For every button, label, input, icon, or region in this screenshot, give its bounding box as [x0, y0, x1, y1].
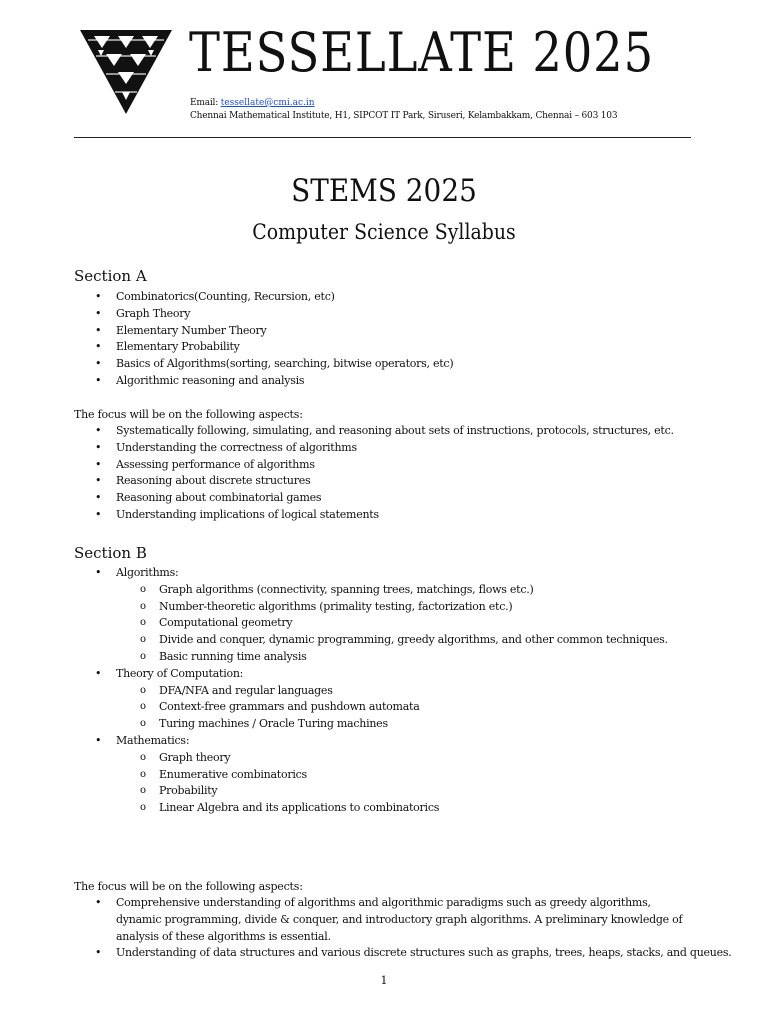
bullet-icon: •: [95, 666, 102, 680]
sublist-item: o Basic running time analysis: [0, 649, 768, 666]
list-item: • Algorithmic reasoning and analysis: [0, 373, 768, 390]
bullet-icon: •: [95, 566, 102, 579]
circle-bullet-icon: o: [140, 701, 146, 713]
section-b-focus-list: [0, 895, 768, 962]
contact-block: [190, 97, 617, 123]
bullet-icon: •: [95, 733, 102, 747]
list-item: • Reasoning about discrete structures: [0, 473, 768, 490]
list-item: • Combinatorics(Counting, Recursion, etc): [0, 289, 768, 306]
document-title: STEMS 2025: [291, 173, 477, 209]
bullet-icon: •: [95, 457, 102, 471]
section-a-focus-list: [0, 423, 768, 524]
bullet-icon: •: [95, 340, 102, 354]
sublist-item: o Probability: [0, 783, 768, 800]
tessellate-logo: [80, 30, 172, 114]
circle-bullet-icon: o: [140, 718, 146, 730]
circle-bullet-icon: o: [140, 684, 146, 696]
section-a-focus-intro: The focus will be on the following aspects:: [74, 408, 303, 421]
brand-title: TESSELLATE 2025: [189, 21, 654, 84]
bullet-icon: •: [95, 440, 102, 454]
sublist-item: o Turing machines / Oracle Turing machines: [0, 716, 768, 733]
section-b-topics: [0, 565, 768, 817]
list-item: • Understanding the correctness of algorithms: [0, 440, 768, 457]
page-number: 1: [380, 974, 388, 987]
circle-bullet-icon: o: [140, 583, 146, 595]
bullet-icon: •: [95, 424, 102, 437]
document-subtitle: Computer Science Syllabus: [252, 220, 516, 244]
circle-bullet-icon: o: [140, 785, 146, 797]
list-item: • Understanding implications of logical statements: [0, 507, 768, 524]
list-item: • Elementary Probability: [0, 339, 768, 356]
circle-bullet-icon: o: [140, 634, 146, 646]
list-item: • Reasoning about combinatorial games: [0, 490, 768, 507]
section-a-topics: [0, 289, 768, 390]
circle-bullet-icon: o: [140, 650, 146, 662]
sublist-item: o Divide and conquer, dynamic programming, greedy algorithms, and other common techniques.: [0, 632, 768, 649]
sublist-item: o Graph theory: [0, 750, 768, 767]
bullet-icon: •: [95, 896, 102, 909]
email-label: Email:: [190, 98, 221, 108]
sublist-item: o Enumerative combinatorics: [0, 767, 768, 784]
bullet-icon: •: [95, 474, 102, 488]
bullet-icon: •: [95, 373, 102, 387]
mathematics-sublist: [0, 750, 768, 817]
bullet-icon: •: [95, 491, 102, 505]
list-item: • Basics of Algorithms(sorting, searching, bitwise operators, etc): [0, 356, 768, 373]
list-item: • Elementary Number Theory: [0, 323, 768, 340]
bullet-icon: •: [95, 323, 102, 337]
list-item: • Systematically following, simulating, and reasoning about sets of instructions, protocols, structures, etc.: [0, 423, 768, 440]
list-item: • Graph Theory: [0, 306, 768, 323]
email-link[interactable]: tessellate@cmi.ac.in: [220, 98, 315, 108]
sublist-item: o Context-free grammars and pushdown automata: [0, 699, 768, 716]
sublist-container: [0, 582, 768, 666]
algorithms-sublist: [0, 582, 768, 666]
bullet-icon: •: [95, 507, 102, 521]
bullet-icon: •: [95, 306, 102, 320]
list-item: • Algorithms:: [0, 565, 768, 582]
sublist-container: [0, 683, 768, 733]
circle-bullet-icon: o: [140, 768, 146, 780]
toc-sublist: [0, 683, 768, 733]
sublist-item: o Number-theoretic algorithms (primality testing, factorization etc.): [0, 599, 768, 616]
list-item: • Understanding of data structures and various discrete structures such as graphs, trees, heaps, stacks, and queues.: [0, 945, 768, 962]
bullet-icon: •: [95, 946, 102, 960]
bullet-icon: •: [95, 290, 102, 303]
circle-bullet-icon: o: [140, 617, 146, 629]
list-item: • Mathematics:: [0, 733, 768, 750]
bullet-icon: •: [95, 357, 102, 371]
sublist-item: o Computational geometry: [0, 615, 768, 632]
sublist-item: o DFA/NFA and regular languages: [0, 683, 768, 700]
email-line: [190, 97, 617, 110]
list-item: • Comprehensive understanding of algorithms and algorithmic paradigms such as greedy algorithms, dynamic programming, divide & conquer, and introductory graph algorithms. A preliminary knowledge of analysis of these algorithms is essential.: [95, 896, 683, 943]
section-a-heading: Section A: [74, 267, 147, 285]
address-line: Chennai Mathematical Institute, H1, SIPCOT IT Park, Siruseri, Kelambakkam, Chennai – 603 103: [190, 111, 618, 121]
section-b-focus-intro: The focus will be on the following aspects:: [74, 880, 303, 893]
sublist-item: o Graph algorithms (connectivity, spanning trees, matchings, flows etc.): [0, 582, 768, 599]
section-b-heading: Section B: [74, 544, 147, 562]
circle-bullet-icon: o: [140, 802, 146, 814]
circle-bullet-icon: o: [140, 600, 146, 612]
header-divider: [74, 137, 691, 138]
list-item: • Theory of Computation:: [0, 666, 768, 683]
list-item: • Assessing performance of algorithms: [0, 457, 768, 474]
sublist-item: o Linear Algebra and its applications to combinatorics: [0, 800, 768, 817]
sublist-container: [0, 750, 768, 817]
circle-bullet-icon: o: [140, 751, 146, 763]
